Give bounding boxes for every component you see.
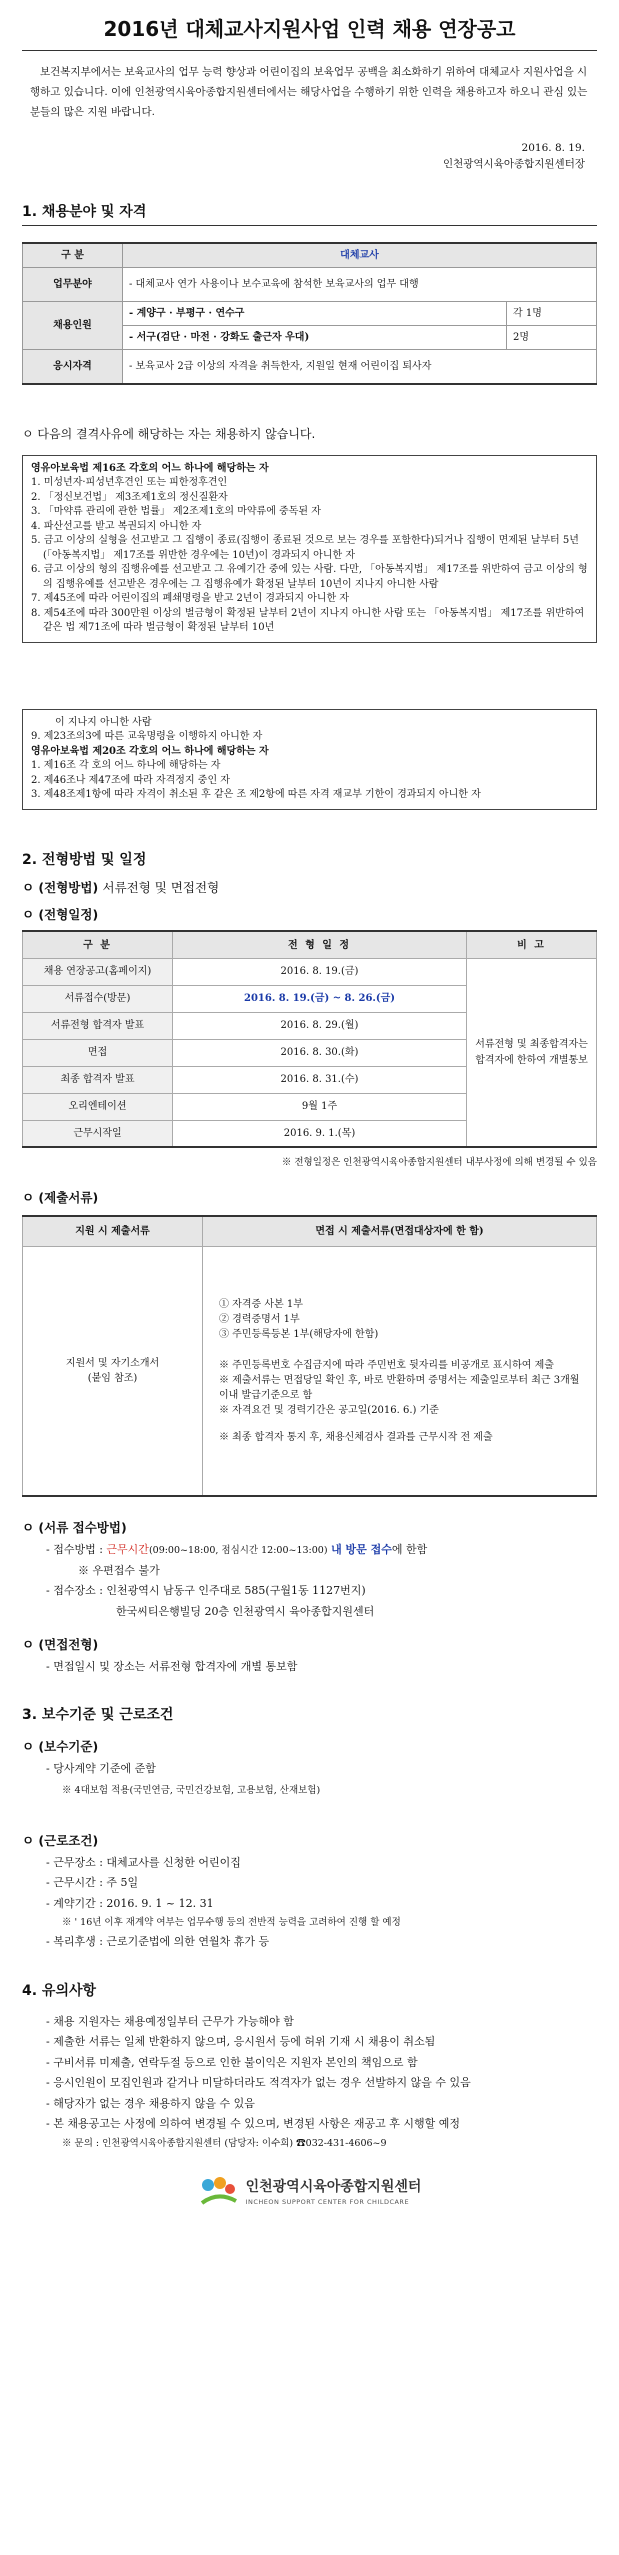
sched-row-date: 2016. 8. 19.(금) ~ 8. 26.(금): [173, 985, 467, 1012]
receipt-place-label: - 접수장소 :: [46, 1584, 103, 1598]
disq-item: 1. 제16조 각 호의 어느 하나에 해당하는 자: [31, 760, 221, 772]
hire-area-2: - 서구(검단 · 마전 · 강화도 출근자 우대): [123, 326, 507, 350]
disq-item-cont: 이 지나지 아니한 사람: [55, 716, 152, 728]
sched-row-date: 2016. 8. 19.(금): [173, 958, 467, 985]
sched-col-1: 구 분: [23, 931, 173, 958]
col-label: 구 분: [23, 243, 123, 268]
sched-row-label: 오리엔테이션: [23, 1093, 173, 1120]
receipt-method: [22, 1542, 597, 1559]
disq-item: 4. 파산선고를 받고 복권되지 아니한 자: [31, 520, 202, 532]
disq-item: 9. 제23조의3에 따른 교육명령을 이행하지 아니한 자: [31, 731, 263, 743]
interview-text: - 면접일시 및 장소는 서류전형 합격자에 개별 통보함: [46, 1659, 298, 1673]
sched-row-date: 2016. 8. 30.(화): [173, 1039, 467, 1066]
caution-item: - 제출한 서류는 일체 반환하지 않으며, 응시원서 등에 허위 기재 시 채용이 취소됨: [46, 2035, 436, 2049]
docs-note: ※ 주민등록번호 수집금지에 따라 주민번호 뒷자리를 비공개로 표시하여 제출: [219, 1360, 554, 1372]
hire-label: 채용인원: [23, 302, 123, 350]
intro-text: 보건복지부에서는 보육교사의 업무 능력 향상과 어린이집의 보육업무 공백을 최소화하기 위하여 대체교사 지원사업을 시행하고 있습니다. 이에 인천광역시육아종합지원센터에서는 해당사업을 수행하기 위한 인력을 채용하고자 하오니 관심 있는 분들의 많은 지원 바랍니다.: [30, 66, 588, 118]
disq-box-2-heading: 영유아보육법 제20조 각호의 어느 하나에 해당하는 자: [31, 745, 269, 757]
docs-table: [22, 1215, 597, 1497]
disq-item: 5. 금고 이상의 실형을 선고받고 그 집행이 종료(집행이 종료된 것으로 보는 경우를 포함한다)되거나 집행이 면제된 날부터 5년(「아동복지법」 제17조를 위반한 경우에는 10년)이 경과되지 아니한 자: [31, 535, 579, 561]
sched-row-label: 서류전형 합격자 발표: [23, 1012, 173, 1039]
sched-col-3: 비 고: [467, 931, 597, 958]
contact-line: [22, 2137, 597, 2151]
disq-box-1-heading: 영유아보육법 제16조 각호의 어느 하나에 해당하는 자: [31, 462, 269, 474]
disq-box-1: [22, 455, 597, 643]
docs-left-sub: (붙임 참조): [87, 1373, 138, 1385]
disq-item: 7. 제45조에 따라 어린이집의 폐쇄명령을 받고 2년이 경과되지 아니한 자: [31, 593, 350, 605]
method-line: [22, 879, 597, 898]
cond-item: - 계약기간 : 2016. 9. 1 ~ 12. 31: [46, 1896, 214, 1910]
sched-row-date: 2016. 9. 1.(목): [173, 1120, 467, 1147]
receipt-time: (09:00~18:00, 점심시간 12:00~13:00): [148, 1545, 328, 1557]
disq-item: 2. 제46조나 제47조에 따라 자격정지 중인 자: [31, 774, 230, 786]
disq-item: 6. 금고 이상의 형의 집행유예를 선고받고 그 유예기간 중에 있는 사람. 다만, 「아동복지법」 제17조를 위반하여 금고 이상의 형의 집행유예를 선고받은 경우에는 그 집행유예가 확정된 날부터 10년이 지나지 아니한 사람: [31, 564, 588, 590]
docs-note: ※ 최종 합격자 통지 후, 채용신체검사 결과를 근무시작 전 제출: [219, 1432, 493, 1444]
docs-label: ㅇ (제출서류): [22, 1189, 99, 1205]
logo-mark-icon: [198, 2175, 240, 2209]
sched-row-label: 서류접수(방문): [23, 985, 173, 1012]
pay-note: ※ 4대보험 적용(국민연금, 국민건강보험, 고용보험, 산재보험): [62, 1784, 321, 1796]
section-1-title: 1. 채용분야 및 자격: [22, 204, 147, 221]
caution-item: - 구비서류 미제출, 연락두절 등으로 인한 불이익은 지원자 본인의 책임으로 함: [46, 2055, 418, 2069]
receipt-method-label: - 접수방법 :: [46, 1543, 103, 1557]
schedule-note: ※ 전형일정은 인천광역시육아종합지원센터 내부사정에 의해 변경될 수 있음: [281, 1157, 597, 1169]
receipt-place-1: 인천광역시 남동구 인주대로 585(구월1동 1127번지): [106, 1584, 366, 1598]
method-label: ㅇ (전형방법): [22, 879, 99, 895]
docs-list-item: ③ 주민등록등본 1부(해당자에 한함): [219, 1329, 379, 1341]
docs-note: ※ 제출서류는 면접당일 확인 후, 바로 반환하며 증명서는 제출일로부터 최근 3개월 이내 발급기준으로 함: [219, 1375, 580, 1402]
disq-item: 3. 제48조제1항에 따라 자격이 취소된 후 같은 조 제2항에 따른 자격 재교부 기한이 경과되지 아니한 자: [31, 789, 481, 801]
docs-col-1: 지원 시 제출서류: [23, 1216, 203, 1246]
caution-list: [22, 2014, 597, 2133]
cond-item: - 근무시간 : 주 5일: [46, 1876, 139, 1890]
disq-item: 3. 「마약류 관리에 관한 법률」 제2조제1호의 마약류에 중독된 자: [31, 506, 321, 518]
schedule-table: [22, 930, 597, 1148]
docs-left: 지원서 및 자기소개서: [65, 1358, 160, 1370]
caution-item: - 본 채용공고는 사정에 의하여 변경될 수 있으며, 변경된 사항은 재공고 후 시행할 예정: [46, 2117, 460, 2131]
qual-label: 응시자격: [23, 350, 123, 384]
section-3-heading: 3. 보수기준 및 근로조건: [22, 1707, 174, 1724]
sched-row-label: 근무시작일: [23, 1120, 173, 1147]
disq-intro: ㅇ 다음의 결격사유에 해당하는 자는 채용하지 않습니다.: [22, 426, 316, 441]
col-value: 대체교사: [123, 243, 597, 268]
section-4-heading: 4. 유의사항: [22, 1982, 97, 1999]
section-1-heading: [22, 202, 597, 223]
logo-korean: 인천광역시육아종합지원센터: [245, 2178, 422, 2195]
receipt-visit: 내 방문 접수: [331, 1543, 392, 1557]
caution-item: - 해당자가 없는 경우 채용하지 않을 수 있음: [46, 2096, 255, 2110]
center-logo: [22, 2175, 597, 2209]
sched-row-date: 2016. 8. 31.(수): [173, 1066, 467, 1093]
cond-label: ㅇ (근로조건): [22, 1832, 99, 1848]
cond-item: - 근무장소 : 대체교사를 신청한 어린이집: [46, 1855, 241, 1869]
sched-label: ㅇ (전형일정): [22, 906, 99, 922]
hire-count-2: 2명: [507, 326, 597, 350]
docs-col-2: 면접 시 제출서류(면접대상자에 한 함): [203, 1216, 597, 1246]
docs-list-item: ① 자격증 사본 1부: [219, 1299, 303, 1311]
notice-org: 인천광역시육아종합지원센터장: [442, 157, 585, 170]
hire-count-1: 각 1명: [507, 302, 597, 326]
receipt-post: ※ 우편접수 불가: [78, 1563, 160, 1577]
section-1-rule: [22, 225, 597, 226]
method-text: 서류전형 및 면접전형: [102, 879, 220, 895]
contact-text: ※ 문의 : 인천광역시육아종합지원센터 (담당자: 이수희): [62, 2137, 294, 2149]
sched-row-label: 면접: [23, 1039, 173, 1066]
duty-label: 업무분야: [23, 268, 123, 302]
receipt-place: [22, 1583, 597, 1600]
docs-note: ※ 자격요건 및 경력기간은 공고일(2016. 6.) 기준: [219, 1405, 439, 1417]
pay-text: - 당사계약 기준에 준함: [46, 1762, 156, 1776]
sched-col-2: 전 형 일 정: [173, 931, 467, 958]
pay-label: ㅇ (보수기준): [22, 1739, 99, 1755]
page-title: 2016년 대체교사지원사업 인력 채용 연장공고: [103, 17, 516, 41]
cond-note: ※ ' 16년 이후 재계약 여부는 업무수행 등의 전반적 능력을 고려하여 진행 할 예정: [62, 1917, 401, 1929]
caution-item: - 채용 지원자는 채용예정일부터 근무가 가능해야 함: [46, 2014, 294, 2028]
disq-item: 2. 「정신보건법」 제3조제1호의 정신질환자: [31, 491, 228, 503]
interview-label: ㅇ (면접전형): [22, 1637, 99, 1653]
disq-box-2: [22, 709, 597, 810]
logo-english: INCHEON SUPPORT CENTER FOR CHILDCARE: [245, 2197, 410, 2206]
disq-item: 1. 미성년자·피성년후견인 또는 피한정후견인: [31, 477, 228, 489]
docs-list-item: ② 경력증명서 1부: [219, 1314, 300, 1326]
docs-left-cell: [23, 1246, 203, 1496]
sched-row-date: 2016. 8. 29.(월): [173, 1012, 467, 1039]
receipt-end: 에 한함: [391, 1543, 428, 1557]
hire-area-1: - 계양구 · 부평구 · 연수구: [123, 302, 507, 326]
sched-remark: 서류전형 및 최종합격자는 합격자에 한하여 개별통보: [467, 958, 597, 1147]
section-2-heading: 2. 전형방법 및 일정: [22, 851, 147, 868]
sched-row-label: 채용 연장공고(홈페이지): [23, 958, 173, 985]
title-rule: [22, 50, 597, 51]
notice-date: 2016. 8. 19.: [521, 141, 585, 154]
disq-item: 8. 제54조에 따라 300만원 이상의 벌금형이 확정된 날부터 2년이 지나지 아니한 사람 또는 「아동복지법」 제17조를 위반하여 같은 법 제71조에 따라 벌금형이 확정된 날부터 10년: [31, 607, 585, 634]
cond-benefit: - 복리후생 : 근로기준법에 의한 연월차 휴가 등: [46, 1935, 270, 1949]
logo-text: [246, 2177, 422, 2208]
duty-text: - 대체교사 연가 사용이나 보수교육에 참석한 보육교사의 업무 대행: [123, 268, 597, 302]
sched-row-label: 최종 합격자 발표: [23, 1066, 173, 1093]
receipt-label: ㅇ (서류 접수방법): [22, 1520, 127, 1536]
sched-row-date: 9월 1주: [173, 1093, 467, 1120]
qual-text: - 보육교사 2급 이상의 자격을 취득한자, 지원일 현재 어린이집 퇴사자: [123, 350, 597, 384]
docs-right-cell: [203, 1246, 597, 1496]
receipt-hours: 근무시간: [106, 1543, 149, 1557]
recruit-table: [22, 242, 597, 385]
caution-item: - 응시인원이 모집인원과 같거나 미달하더라도 적격자가 없는 경우 선발하지 않을 수 있음: [46, 2076, 471, 2090]
intro-paragraph: [22, 63, 597, 123]
contact-phone: ☎032-431-4606~9: [296, 2137, 387, 2149]
receipt-place-2: 한국씨티은행빌딩 20층 인천광역시 육아종합지원센터: [116, 1604, 375, 1618]
